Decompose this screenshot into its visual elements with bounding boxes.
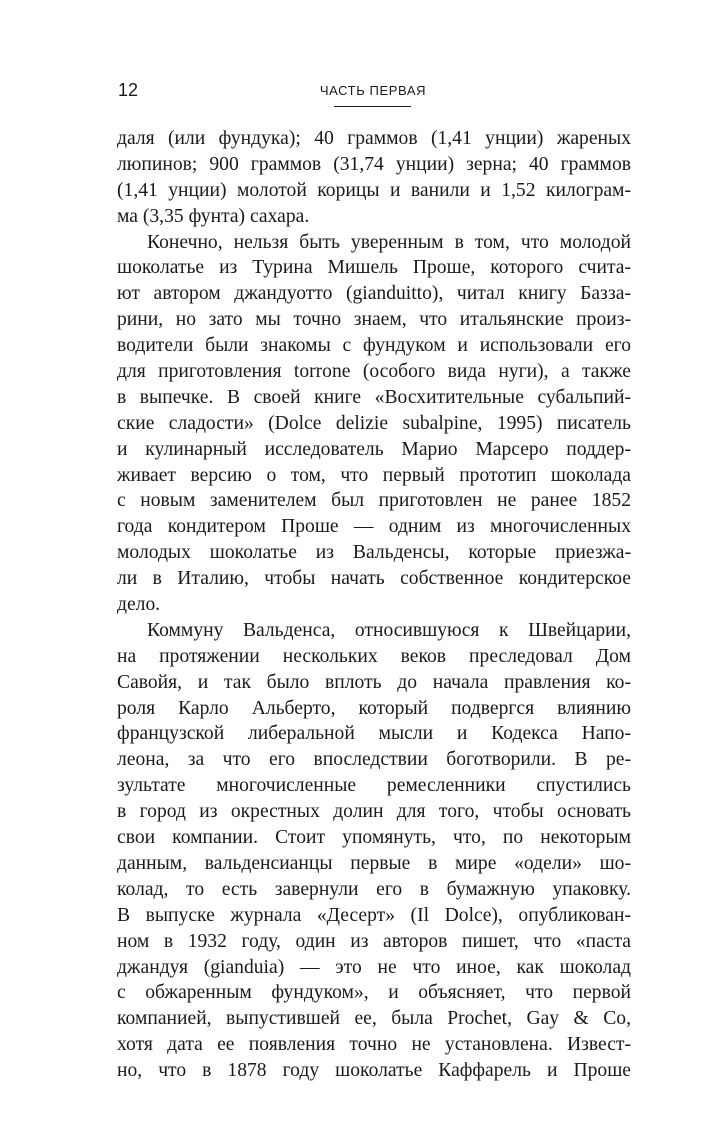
text-line: водители были знакомы с фундуком и использовали его: [117, 335, 631, 357]
text-line: молодых шоколатье из Вальденсы, которые приезжа-: [117, 542, 631, 564]
text-line: и кулинарный исследователь Марио Марсеро поддер-: [117, 438, 631, 460]
text-line: ют автором джандуотто (gianduitto), читал книгу Базза-: [117, 283, 631, 305]
text-line: на протяжении нескольких веков преследовал Дом: [117, 645, 631, 667]
text-line: зультате многочисленные ремесленники спустились: [117, 775, 631, 797]
text-line: компанией, выпустившей ее, была Prochet, Gay & Co,: [117, 1008, 631, 1030]
running-title: ЧАСТЬ ПЕРВАЯ: [319, 83, 427, 98]
text-line: ма (3,35 фунта) сахара.: [117, 205, 310, 227]
text-line: живает версию о том, что первый прототип шоколада: [117, 464, 631, 486]
text-line: даля (или фундука); 40 граммов (1,41 унции) жареных: [117, 128, 631, 149]
text-line: Коммуну Вальденса, относившуюся к Швейцарии,: [147, 619, 631, 641]
text-line: леона, за что его впоследствии боготворили. В ре-: [117, 749, 631, 771]
text-line: В выпуске журнала «Десерт» (Il Dolce), опубликован-: [117, 904, 631, 926]
text-line: рини, но зато мы точно знаем, что итальянские произ-: [117, 309, 631, 331]
text-line: с обжаренным фундуком», и объясняет, что первой: [117, 982, 631, 1004]
body-text: [117, 126, 631, 1084]
text-line: в город из окрестных долин для того, чтобы основать: [117, 801, 631, 823]
text-line: в выпечке. В своей книге «Восхитительные субальпий-: [117, 386, 631, 408]
text-line: но, что в 1878 году шоколатье Каффарель и Проше: [117, 1060, 631, 1082]
text-line: ли в Италию, чтобы начать собственное кондитерское: [117, 568, 631, 590]
text-line: роля Карло Альберто, который подвергся влиянию: [117, 697, 631, 719]
page-number: 12: [118, 80, 139, 100]
text-line: хотя дата ее появления точно не установлена. Извест-: [117, 1034, 631, 1056]
text-line: колад, то есть завернули его в бумажную упаковку.: [117, 878, 631, 900]
text-line: Конечно, нельзя быть уверенным в том, что молодой: [147, 231, 631, 253]
text-line: данным, вальденсианцы первые в мире «одели» шо-: [117, 852, 631, 874]
text-line: года кондитером Проше — одним из многочисленных: [117, 516, 631, 538]
text-line: дело.: [117, 594, 161, 616]
text-line: для приготовления torrone (особого вида нуги), а также: [117, 361, 631, 383]
text-line: (1,41 унции) молотой корицы и ванили и 1,52 килограм-: [117, 179, 631, 201]
text-line: шоколатье из Турина Мишель Проше, которого счита-: [117, 257, 631, 279]
text-line: французской либеральной мысли и Кодекса Напо-: [117, 723, 631, 745]
text-line: ном в 1932 году, один из авторов пишет, что «паста: [117, 930, 631, 952]
text-line: свои компании. Стоит упомянуть, что, по некоторым: [117, 827, 631, 849]
header-rule: [334, 106, 411, 107]
text-line: джандуя (gianduia) — это не что иное, как шоколад: [117, 956, 631, 978]
text-line: люпинов; 900 граммов (31,74 унции) зерна; 40 граммов: [117, 153, 631, 175]
text-line: с новым заменителем был приготовлен не ранее 1852: [117, 490, 631, 512]
text-line: Савойя, и так было вплоть до начала правления ко-: [117, 671, 631, 693]
text-line: ские сладости» (Dolce delizie subalpine, 1995) писатель: [117, 412, 631, 434]
